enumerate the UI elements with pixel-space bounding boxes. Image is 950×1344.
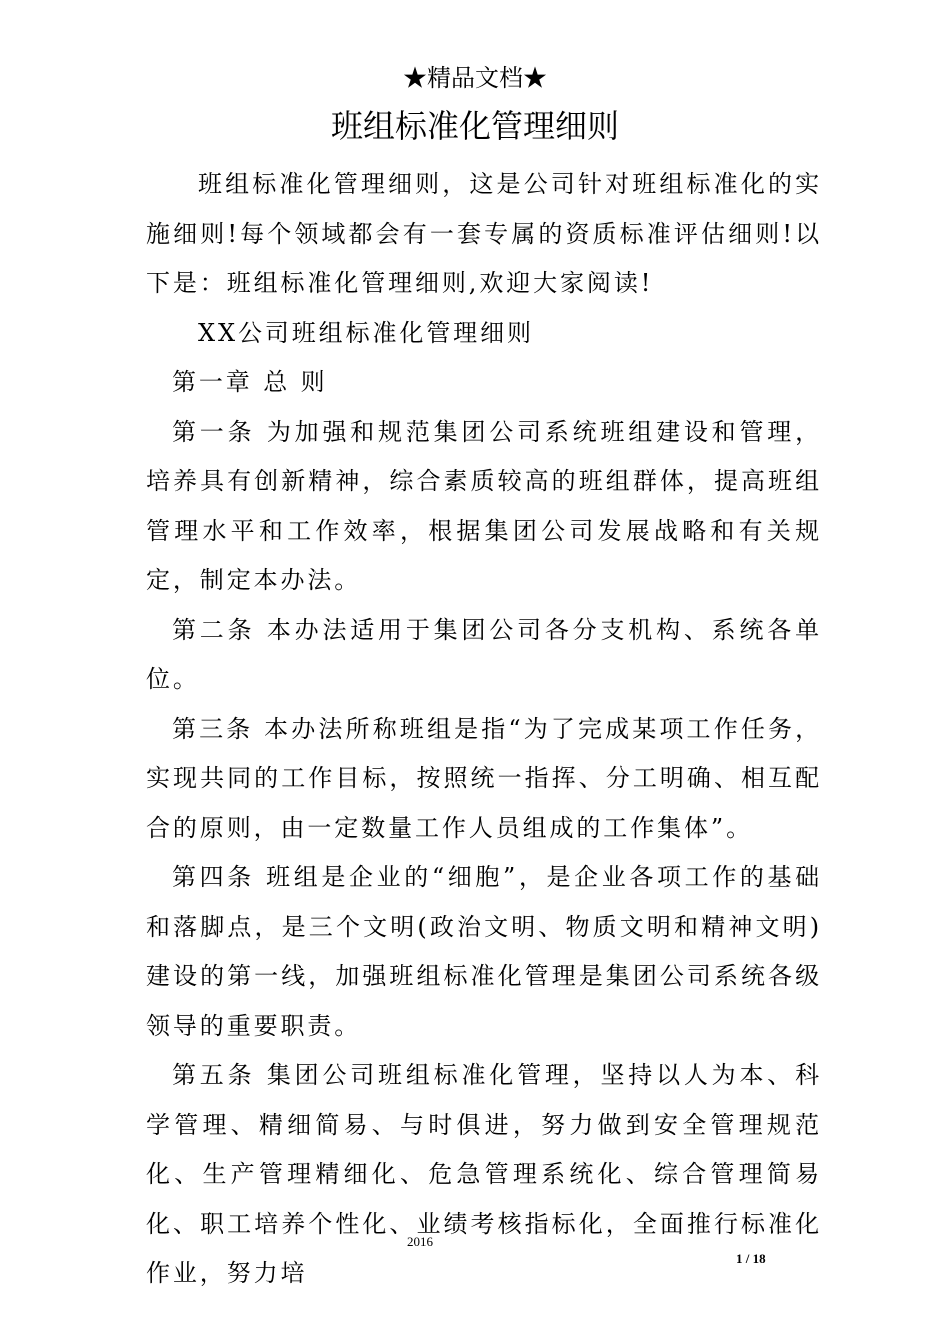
article-5: 第五条 集团公司班组标准化管理，坚持以人为本、科学管理、精细简易、与时俱进，努力做到安全管理规范化、生产管理精细化、危急管理系统化、综合管理简易化、职工培养个性化、业绩考核指标化，全面推行标准化作业，努力培 [146,1061,822,1287]
quality-banner: ★精品文档★ [403,64,547,92]
article-2: 第二条 本办法适用于集团公司各分支机构、系统各单位。 [146,615,822,693]
document-body [146,160,822,1299]
article-4: 第四条 班组是企业的“细胞”，是企业各项工作的基础和落脚点，是三个文明(政治文明、物质文明和精神文明)建设的第一线，加强班组标准化管理是集团公司系统各级领导的重要职责。 [146,863,822,1040]
footer-year: 2016 [407,1234,433,1249]
page-number: 1 / 18 [736,1251,766,1266]
document-title: 班组标准化管理细则 [330,107,619,145]
article-1: 第一条 为加强和规范集团公司系统班组建设和管理，培养具有创新精神，综合素质较高的班组群体，提高班组管理水平和工作效率，根据集团公司发展战略和有关规定，制定本办法。 [146,417,822,594]
intro-paragraph: 班组标准化管理细则，这是公司针对班组标准化的实施细则!每个领域都会有一套专属的资质标准评估细则!以下是：班组标准化管理细则,欢迎大家阅读! [146,170,822,297]
chapter-heading: 第一章 总 则 [172,368,328,396]
article-3: 第三条 本办法所称班组是指“为了完成某项工作任务，实现共同的工作目标，按照统一指挥、分工明确、相互配合的原则，由一定数量工作人员组成的工作集体”。 [146,714,822,842]
section-heading: XX公司班组标准化管理细则 [198,318,534,347]
